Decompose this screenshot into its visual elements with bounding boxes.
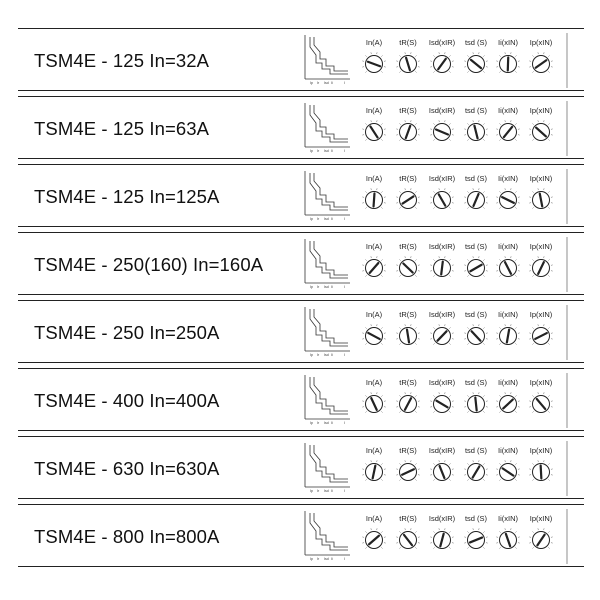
dial-header: Isd(xIR) xyxy=(428,38,456,47)
trip-curve-icon xyxy=(300,441,352,493)
panel-title: TSM4E - 800 In=800A xyxy=(34,526,220,547)
svg-text:Ip: Ip xyxy=(310,353,313,357)
svg-text:Ir: Ir xyxy=(317,353,320,357)
dial-header: Ii(xIN) xyxy=(498,242,518,251)
dial-header: Isd(xIR) xyxy=(428,310,456,319)
svg-text:I: I xyxy=(344,489,345,493)
panel-title: TSM4E - 125 In=32A xyxy=(34,50,210,71)
dial-header: tR(S) xyxy=(399,242,417,251)
dial-header: tsd (S) xyxy=(464,106,488,115)
svg-text:Ip: Ip xyxy=(310,421,313,425)
svg-text:Ir: Ir xyxy=(317,285,320,289)
dial-row xyxy=(356,97,571,160)
dial-header: tsd (S) xyxy=(464,38,488,47)
dial-header: Ip(xIN) xyxy=(529,310,553,319)
svg-text:Ir: Ir xyxy=(317,557,320,561)
dial-header: Ii(xIN) xyxy=(498,38,518,47)
panel-title: TSM4E - 125 In=125A xyxy=(34,186,220,207)
dial-row xyxy=(356,505,571,568)
svg-text:Ii: Ii xyxy=(331,557,333,561)
svg-text:Ir: Ir xyxy=(317,217,320,221)
svg-text:Isd: Isd xyxy=(324,149,329,153)
dial-row xyxy=(356,369,571,432)
breaker-panel xyxy=(18,300,584,363)
breaker-panel xyxy=(18,232,584,295)
breaker-panel xyxy=(18,504,584,567)
dial-header: Ip(xIN) xyxy=(529,106,553,115)
svg-text:Ii: Ii xyxy=(331,149,333,153)
dial-header: Ip(xIN) xyxy=(529,378,553,387)
trip-curve-icon xyxy=(300,305,352,357)
dial-header: tR(S) xyxy=(399,106,417,115)
dial-header: tR(S) xyxy=(399,38,417,47)
svg-text:Ip: Ip xyxy=(310,81,313,85)
svg-text:I: I xyxy=(344,149,345,153)
dial-header: Ip(xIN) xyxy=(529,514,553,523)
dial-header: In(A) xyxy=(365,378,383,387)
svg-text:Ii: Ii xyxy=(331,489,333,493)
svg-text:I: I xyxy=(344,557,345,561)
svg-text:Ir: Ir xyxy=(317,489,320,493)
dial-header: In(A) xyxy=(365,514,383,523)
dial-header: Ii(xIN) xyxy=(498,106,518,115)
dial-header: tsd (S) xyxy=(464,378,488,387)
breaker-panel xyxy=(18,96,584,159)
trip-curve-icon xyxy=(300,373,352,425)
dial-header: tR(S) xyxy=(399,378,417,387)
dial-header: tsd (S) xyxy=(464,514,488,523)
svg-text:Ip: Ip xyxy=(310,285,313,289)
dial-header: tsd (S) xyxy=(464,310,488,319)
breaker-panel xyxy=(18,28,584,91)
svg-text:Isd: Isd xyxy=(324,285,329,289)
svg-text:Ii: Ii xyxy=(331,285,333,289)
svg-text:I: I xyxy=(344,217,345,221)
panel-title: TSM4E - 630 In=630A xyxy=(34,458,220,479)
panel-title: TSM4E - 250 In=250A xyxy=(34,322,220,343)
svg-text:Isd: Isd xyxy=(324,489,329,493)
svg-text:Ir: Ir xyxy=(317,149,320,153)
dial-header: Isd(xIR) xyxy=(428,514,456,523)
dial-header: Ii(xIN) xyxy=(498,514,518,523)
panel-title: TSM4E - 400 In=400A xyxy=(34,390,220,411)
trip-curve-icon xyxy=(300,237,352,289)
svg-text:I: I xyxy=(344,81,345,85)
panel-list xyxy=(18,28,584,572)
dial-header: tR(S) xyxy=(399,446,417,455)
breaker-panel xyxy=(18,436,584,499)
panel-title: TSM4E - 250(160) In=160A xyxy=(34,254,264,275)
dial-header: In(A) xyxy=(365,446,383,455)
breaker-panel xyxy=(18,164,584,227)
dial-header: Ii(xIN) xyxy=(498,174,518,183)
svg-text:Ir: Ir xyxy=(317,81,320,85)
dial-header: In(A) xyxy=(365,38,383,47)
dial-header: In(A) xyxy=(365,106,383,115)
svg-text:Isd: Isd xyxy=(324,353,329,357)
dial-header: tsd (S) xyxy=(464,446,488,455)
dial-header: Isd(xIR) xyxy=(428,174,456,183)
dial-row xyxy=(356,437,571,500)
dial-header: Ip(xIN) xyxy=(529,38,553,47)
svg-text:Ii: Ii xyxy=(331,353,333,357)
svg-text:Isd: Isd xyxy=(324,421,329,425)
svg-text:Ip: Ip xyxy=(310,149,313,153)
dial-header: Ip(xIN) xyxy=(529,174,553,183)
dial-header: In(A) xyxy=(365,310,383,319)
dial-header: In(A) xyxy=(365,174,383,183)
svg-text:I: I xyxy=(344,421,345,425)
dial-row xyxy=(356,29,571,92)
dial-header: In(A) xyxy=(365,242,383,251)
dial-row xyxy=(356,233,571,296)
dial-header: tR(S) xyxy=(399,174,417,183)
dial-row xyxy=(356,301,571,364)
svg-text:I: I xyxy=(344,353,345,357)
dial-header: Ii(xIN) xyxy=(498,446,518,455)
trip-curve-icon xyxy=(300,33,352,85)
svg-text:Ii: Ii xyxy=(331,421,333,425)
svg-text:Ip: Ip xyxy=(310,557,313,561)
dial-header: tR(S) xyxy=(399,514,417,523)
dial-header: tsd (S) xyxy=(464,242,488,251)
svg-text:Ii: Ii xyxy=(331,81,333,85)
dial-header: tsd (S) xyxy=(464,174,488,183)
trip-curve-icon xyxy=(300,509,352,561)
dial-header: tR(S) xyxy=(399,310,417,319)
svg-text:Ip: Ip xyxy=(310,217,313,221)
svg-text:Isd: Isd xyxy=(324,217,329,221)
dial-header: Ii(xIN) xyxy=(498,310,518,319)
dial-row xyxy=(356,165,571,228)
dial-header: Isd(xIR) xyxy=(428,242,456,251)
svg-text:I: I xyxy=(344,285,345,289)
dial-header: Ip(xIN) xyxy=(529,446,553,455)
breaker-panel xyxy=(18,368,584,431)
svg-text:Isd: Isd xyxy=(324,557,329,561)
panel-title: TSM4E - 125 In=63A xyxy=(34,118,210,139)
dial-header: Isd(xIR) xyxy=(428,106,456,115)
dial-header: Isd(xIR) xyxy=(428,446,456,455)
svg-text:Ip: Ip xyxy=(310,489,313,493)
dial-header: Ip(xIN) xyxy=(529,242,553,251)
dial-header: Isd(xIR) xyxy=(428,378,456,387)
dial-header: Ii(xIN) xyxy=(498,378,518,387)
svg-text:Ir: Ir xyxy=(317,421,320,425)
trip-curve-icon xyxy=(300,169,352,221)
svg-text:Isd: Isd xyxy=(324,81,329,85)
svg-text:Ii: Ii xyxy=(331,217,333,221)
trip-curve-icon xyxy=(300,101,352,153)
